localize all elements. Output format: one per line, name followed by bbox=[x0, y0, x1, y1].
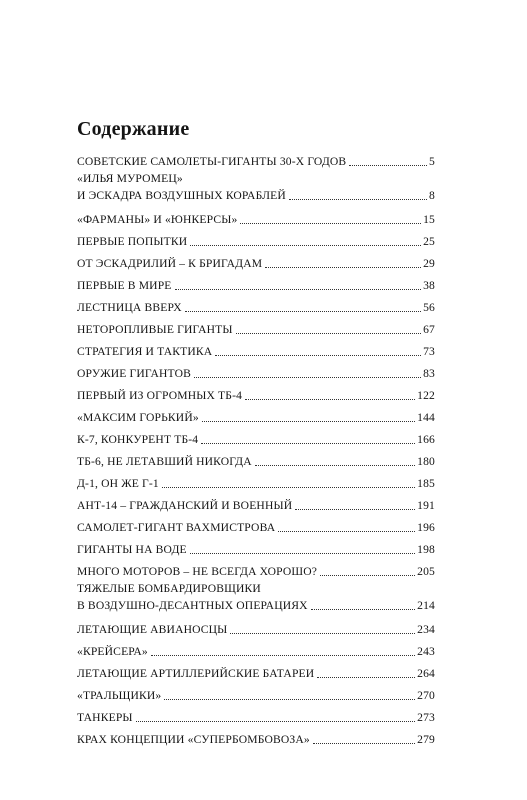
toc-entry bbox=[77, 704, 435, 726]
toc-entry bbox=[77, 492, 435, 514]
toc-entry bbox=[77, 250, 435, 272]
dot-leader bbox=[240, 222, 421, 224]
dot-leader bbox=[265, 266, 421, 268]
toc-entry bbox=[77, 316, 435, 338]
toc-entry bbox=[77, 470, 435, 492]
toc-entry bbox=[77, 338, 435, 360]
dot-leader bbox=[278, 530, 415, 532]
toc-entry-title: САМОЛЕТ-ГИГАНТ ВАХМИСТРОВА bbox=[77, 521, 276, 534]
toc-entry-page: 8 bbox=[429, 189, 435, 202]
toc-entry-title: «МАКСИМ ГОРЬКИЙ» bbox=[77, 411, 199, 424]
toc-entry bbox=[77, 558, 435, 580]
dot-leader bbox=[190, 552, 415, 554]
toc-entry-page: 198 bbox=[417, 543, 435, 556]
toc-entry bbox=[77, 360, 435, 382]
toc-entry-page: 180 bbox=[417, 455, 435, 468]
toc-entry bbox=[77, 426, 435, 448]
toc-entry-page: 67 bbox=[423, 323, 435, 336]
dot-leader bbox=[202, 420, 415, 422]
toc-entry-title: ПЕРВЫЕ ПОПЫТКИ bbox=[77, 235, 188, 248]
dot-leader bbox=[236, 332, 421, 334]
dot-leader bbox=[136, 720, 415, 722]
dot-leader bbox=[255, 464, 415, 466]
toc-entry bbox=[77, 170, 435, 206]
toc-entry-page: 83 bbox=[423, 367, 435, 380]
toc-entry-title: ОРУЖИЕ ГИГАНТОВ bbox=[77, 367, 192, 380]
toc-entry bbox=[77, 382, 435, 404]
dot-leader bbox=[349, 164, 427, 166]
toc-entry-title: ЛЕТАЮЩИЕ АРТИЛЛЕРИЙСКИЕ БАТАРЕИ bbox=[77, 667, 315, 680]
toc-entry-title: ПЕРВЫЙ ИЗ ОГРОМНЫХ ТБ-4 bbox=[77, 389, 243, 402]
toc-entry-page: 205 bbox=[417, 565, 435, 578]
toc-entry bbox=[77, 404, 435, 426]
toc-entry bbox=[77, 726, 435, 748]
toc-entry-title: АНТ-14 – ГРАЖДАНСКИЙ И ВОЕННЫЙ bbox=[77, 499, 293, 512]
toc-entry bbox=[77, 536, 435, 558]
page-title: Содержание bbox=[77, 118, 190, 140]
toc-entry-page: 243 bbox=[417, 645, 435, 658]
toc-entry-title: В ВОЗДУШНО-ДЕСАНТНЫХ ОПЕРАЦИЯХ bbox=[77, 599, 308, 612]
dot-leader bbox=[289, 198, 427, 200]
dot-leader bbox=[215, 354, 421, 356]
toc-entry-title: К-7, КОНКУРЕНТ ТБ-4 bbox=[77, 433, 199, 446]
toc-entry bbox=[77, 448, 435, 470]
toc-entry-title: «ФАРМАНЫ» И «ЮНКЕРСЫ» bbox=[77, 213, 238, 226]
dot-leader bbox=[201, 442, 415, 444]
toc-entry bbox=[77, 148, 435, 170]
dot-leader bbox=[190, 244, 421, 246]
toc-entry-title: ЛЕТАЮЩИЕ АВИАНОСЦЫ bbox=[77, 623, 228, 636]
toc-entry-page: 270 bbox=[417, 689, 435, 702]
toc-entry-title: Д-1, ОН ЖЕ Г-1 bbox=[77, 477, 159, 490]
toc-entry-page: 166 bbox=[417, 433, 435, 446]
toc-entry bbox=[77, 638, 435, 660]
toc-entry bbox=[77, 660, 435, 682]
toc-entry-page: 214 bbox=[417, 599, 435, 612]
toc-entry-page: 185 bbox=[417, 477, 435, 490]
toc-entry-page: 264 bbox=[417, 667, 435, 680]
dot-leader bbox=[313, 742, 415, 744]
toc-entry-page: 15 bbox=[423, 213, 435, 226]
toc-entry bbox=[77, 616, 435, 638]
toc-entry-page: 25 bbox=[423, 235, 435, 248]
toc-entry-page: 5 bbox=[429, 155, 435, 168]
toc-entry-title-line1: «ИЛЬЯ МУРОМЕЦ» bbox=[77, 172, 183, 185]
dot-leader bbox=[151, 654, 415, 656]
toc-entry-title: ТАНКЕРЫ bbox=[77, 711, 133, 724]
toc-entry-page: 122 bbox=[417, 389, 435, 402]
toc-entry bbox=[77, 294, 435, 316]
toc-entry-title: НЕТОРОПЛИВЫЕ ГИГАНТЫ bbox=[77, 323, 233, 336]
toc-entry-title: ЛЕСТНИЦА ВВЕРХ bbox=[77, 301, 182, 314]
dot-leader bbox=[194, 376, 421, 378]
toc-entry-page: 144 bbox=[417, 411, 435, 424]
toc-entry-title: МНОГО МОТОРОВ – НЕ ВСЕГДА ХОРОШО? bbox=[77, 565, 318, 578]
toc-entry-page: 56 bbox=[423, 301, 435, 314]
toc-entry-title: «ТРАЛЬЩИКИ» bbox=[77, 689, 162, 702]
toc-entry-title: СТРАТЕГИЯ И ТАКТИКА bbox=[77, 345, 213, 358]
toc-entry-title: КРАХ КОНЦЕПЦИИ «СУПЕРБОМБОВОЗА» bbox=[77, 733, 310, 746]
dot-leader bbox=[311, 608, 416, 610]
table-of-contents bbox=[77, 148, 435, 748]
toc-entry-title: И ЭСКАДРА ВОЗДУШНЫХ КОРАБЛЕЙ bbox=[77, 189, 286, 202]
toc-entry-title: ПЕРВЫЕ В МИРЕ bbox=[77, 279, 172, 292]
dot-leader bbox=[317, 676, 415, 678]
dot-leader bbox=[295, 508, 415, 510]
dot-leader bbox=[245, 398, 415, 400]
toc-entry bbox=[77, 272, 435, 294]
toc-entry-title: ГИГАНТЫ НА ВОДЕ bbox=[77, 543, 187, 556]
toc-entry-page: 234 bbox=[417, 623, 435, 636]
toc-entry-title: СОВЕТСКИЕ САМОЛЕТЫ-ГИГАНТЫ 30-Х ГОДОВ bbox=[77, 155, 347, 168]
toc-entry bbox=[77, 206, 435, 228]
toc-entry-page: 191 bbox=[417, 499, 435, 512]
toc-entry bbox=[77, 682, 435, 704]
toc-entry bbox=[77, 580, 435, 616]
toc-entry-title: ОТ ЭСКАДРИЛИЙ – К БРИГАДАМ bbox=[77, 257, 263, 270]
dot-leader bbox=[175, 288, 422, 290]
toc-entry-page: 196 bbox=[417, 521, 435, 534]
toc-entry-title: ТБ-6, НЕ ЛЕТАВШИЙ НИКОГДА bbox=[77, 455, 252, 468]
toc-entry bbox=[77, 228, 435, 250]
dot-leader bbox=[320, 574, 415, 576]
toc-entry-title: «КРЕЙСЕРА» bbox=[77, 645, 148, 658]
dot-leader bbox=[164, 698, 415, 700]
dot-leader bbox=[162, 486, 415, 488]
toc-entry-page: 29 bbox=[423, 257, 435, 270]
toc-entry bbox=[77, 514, 435, 536]
toc-entry-page: 38 bbox=[423, 279, 435, 292]
dot-leader bbox=[185, 310, 421, 312]
toc-entry-title-line1: ТЯЖЕЛЫЕ БОМБАРДИРОВЩИКИ bbox=[77, 582, 261, 595]
toc-entry-page: 273 bbox=[417, 711, 435, 724]
dot-leader bbox=[230, 632, 415, 634]
toc-entry-page: 279 bbox=[417, 733, 435, 746]
toc-entry-page: 73 bbox=[423, 345, 435, 358]
